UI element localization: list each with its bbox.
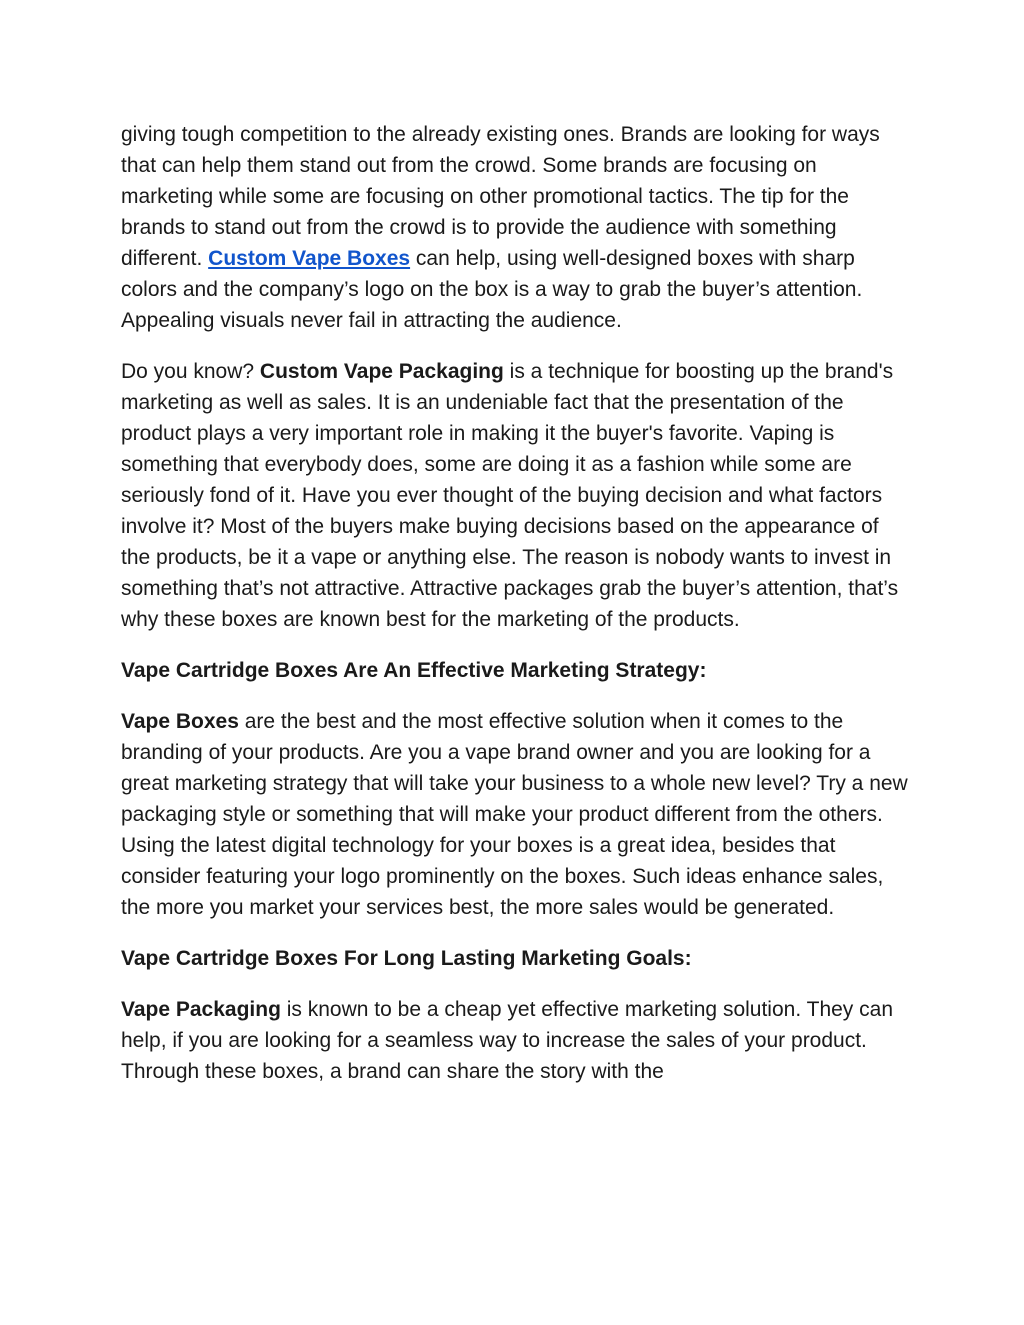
paragraph-packaging (121, 356, 911, 635)
section-heading-long-lasting-goals: Vape Cartridge Boxes For Long Lasting Marketing Goals: (121, 947, 692, 970)
section-heading-effective-strategy: Vape Cartridge Boxes Are An Effective Marketing Strategy: (121, 659, 707, 682)
bold-term: Vape Boxes (121, 710, 239, 733)
paragraph-text: Do you know? (121, 360, 260, 383)
paragraph-vape-packaging (121, 994, 911, 1087)
document-page (121, 119, 911, 1107)
paragraph-vape-boxes (121, 706, 911, 923)
paragraph-text: is known to be a cheap yet effective marketing solution. They can help, if you are looking for a seamless way to increase the sales of your product. Through these boxes, a brand can share the story with the (121, 998, 893, 1083)
bold-term: Custom Vape Packaging (259, 360, 504, 383)
paragraph-text: is a technique for boosting up the brand's marketing as well as sales. It is an undeniable fact that the presentation of the product plays a very important role in making it the buyer's favorite. Vaping is something that everybody does, some are doing it as a fashion while some are seriously fond of it. Have you ever thought of the buying decision and what factors involve it? Most of the buyers make buying decisions based on the appearance of the products, be it a vape or anything else. The reason is nobody wants to invest in something that’s not attractive. Attractive packages grab the buyer’s attention, that’s why these boxes are known best for the marketing of the products. (121, 360, 899, 631)
paragraph-text: can help, using well-designed boxes with sharp colors and the company’s logo on the box is a way to grab the buyer’s attention. Appealing visuals never fail in attracting the audience. (121, 247, 863, 332)
paragraph-text: giving tough competition to the already existing ones. Brands are looking for ways that can help them stand out from the crowd. Some brands are focusing on marketing while some are focusing on other promotional tactics. The tip for the brands to stand out from the crowd is to provide the audience with something different. (121, 123, 880, 270)
bold-term: Vape Packaging (121, 998, 281, 1021)
paragraph-text: are the best and the most effective solution when it comes to the branding of your products. Are you a vape brand owner and you are looking for a great marketing strategy that will take your business to a whole new level? Try a new packaging style or something that will make your product different from the others. Using the latest digital technology for your boxes is a great idea, besides that consider featuring your logo prominently on the boxes. Such ideas enhance sales, the more you market your services best, the more sales would be generated. (121, 710, 908, 919)
custom-vape-boxes-link[interactable]: Custom Vape Boxes (208, 247, 411, 270)
paragraph-competition (121, 119, 911, 336)
